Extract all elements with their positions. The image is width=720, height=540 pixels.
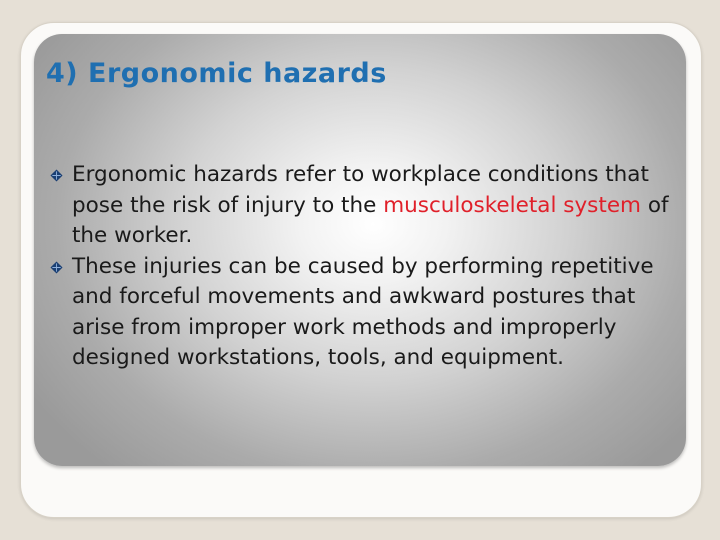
bullet-item-1 xyxy=(48,160,680,252)
bullet-list xyxy=(48,160,680,374)
bullet-text: These injuries can be caused by performing repetitive and forceful movements and awkward postures that arise from improper work methods and improperly designed workstations, tools, and equipment. xyxy=(72,253,654,370)
bullet-item-2 xyxy=(48,252,680,374)
bullet-text-part: of the worker. xyxy=(72,192,669,248)
diamond-bullet-icon xyxy=(50,169,63,182)
bullet-text-part: Ergonomic hazards refer to workplace conditions that pose the risk of injury to the xyxy=(72,162,649,218)
diamond-bullet-icon xyxy=(50,261,63,274)
highlighted-term: musculoskeletal system xyxy=(383,192,641,218)
slide-title: 4) Ergonomic hazards xyxy=(46,58,387,89)
